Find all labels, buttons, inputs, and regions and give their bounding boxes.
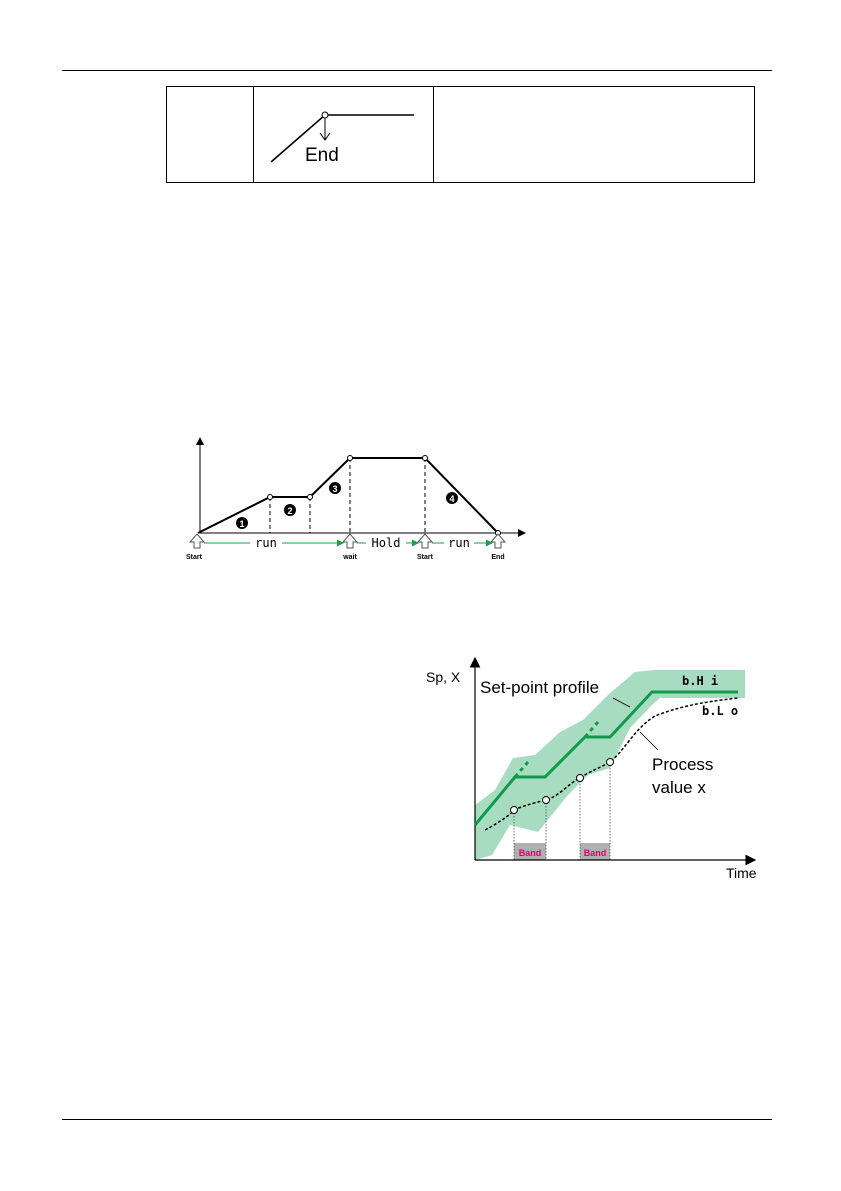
process-label: value x: [652, 778, 706, 797]
start-arrow-icon: [190, 534, 204, 548]
wait-label: wait: [343, 554, 357, 561]
state-label-hold: Hold: [371, 536, 401, 550]
y-axis-label: Sp, X: [426, 669, 461, 685]
segment-node: [268, 495, 273, 500]
start-label: Start: [186, 554, 202, 561]
segment-node: [423, 456, 428, 461]
program-diagram: [180, 430, 540, 570]
table-cell-empty: [167, 87, 254, 182]
footer-rule: [62, 1119, 772, 1120]
segment-node: [308, 495, 313, 500]
segment-marker-4: [446, 492, 458, 504]
band-box-label: Band: [518, 848, 542, 858]
svg-text:4: 4: [449, 494, 455, 504]
band-diagram: [420, 650, 770, 885]
segment-marker-3: [329, 482, 341, 494]
band-high-label: b.H i: [682, 674, 719, 688]
segment-node: [348, 456, 353, 461]
process-node: [607, 759, 614, 766]
table-row: [166, 86, 755, 183]
wait-arrow-icon: [343, 534, 357, 548]
end-label: End: [305, 145, 339, 166]
setpoint-label: Set-point profile: [480, 678, 600, 697]
segment-marker-1: [236, 517, 248, 529]
start-label: Start: [417, 554, 433, 561]
state-label-run: run: [448, 536, 470, 550]
svg-text:3: 3: [332, 484, 338, 494]
svg-text:1: 1: [239, 519, 245, 529]
header-rule: [62, 70, 772, 71]
svg-text:2: 2: [287, 506, 293, 516]
band-low-label: b.L o: [702, 704, 739, 718]
segment-marker-2: [284, 504, 296, 516]
end-point-marker: [322, 112, 328, 118]
process-node: [577, 775, 584, 782]
end-label: End: [491, 554, 505, 561]
process-node: [543, 797, 550, 804]
process-leader: [640, 732, 658, 750]
process-node: [511, 807, 518, 814]
x-axis-label: Time: [726, 865, 757, 881]
table-cell-graphic: [253, 87, 434, 182]
end-symbol-graphic: [253, 87, 433, 182]
band-box-label: Band: [583, 848, 607, 858]
state-label-run: run: [255, 536, 277, 550]
table-cell-description: [433, 87, 754, 182]
process-label: Process: [652, 755, 714, 774]
start-arrow-icon: [418, 534, 432, 548]
end-arrow-icon: [491, 534, 505, 548]
